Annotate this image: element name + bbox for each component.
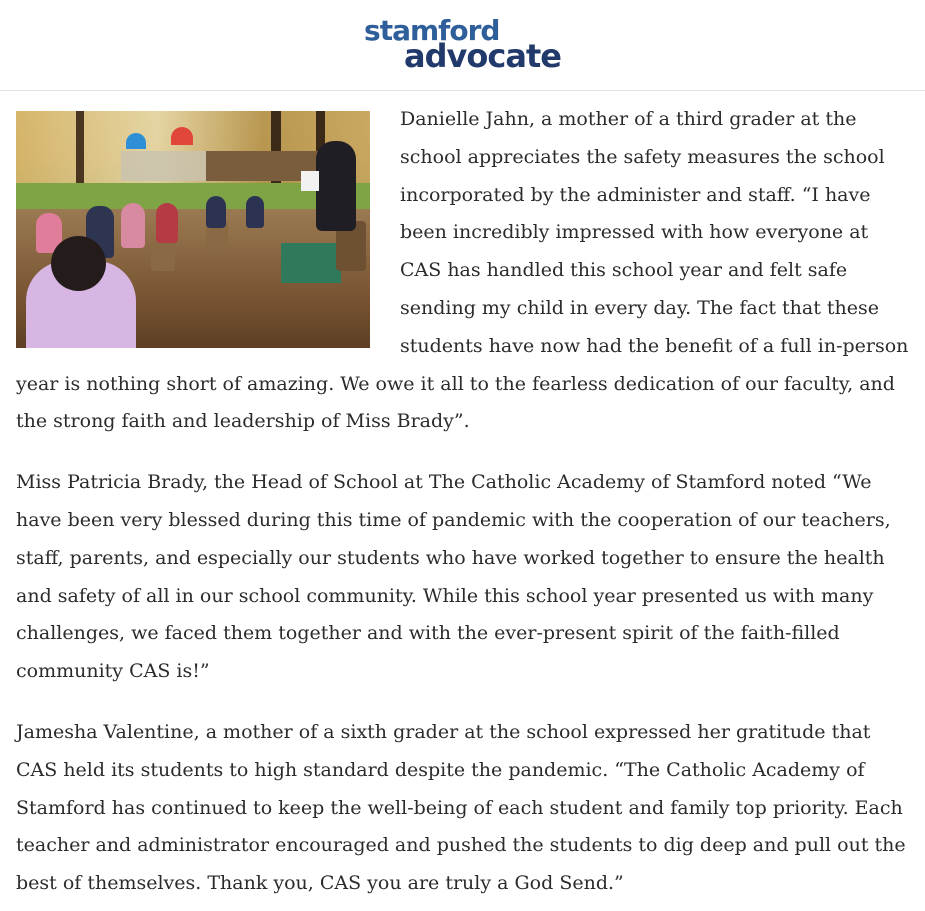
logo-line-advocate: advocate: [404, 36, 561, 75]
logo-line-stamford: stamford: [364, 14, 500, 47]
paragraph-valentine: Jamesha Valentine, a mother of a sixth grader at the school expressed her gratitude that CAS held its students to high standard despite the pandemic. “The Catholic Academy of Stamford has continued to keep the well-being of each student and family top priority. Each teacher and administrator encouraged and pushed the students to dig deep and pull out the best of themselves. Thank you, CAS you are truly a God Send.”: [16, 720, 906, 895]
stamford-advocate-logo[interactable]: [364, 14, 561, 75]
site-header: [0, 0, 925, 91]
paragraph-brady: Miss Patricia Brady, the Head of School at The Catholic Academy of Stamford noted “We have been very blessed during this time of pandemic with the cooperation of our teachers, staff, parents, and especially our students who have worked together to ensure the health and safety of all in our school community. While this school year presented us with many challenges, we faced them together and with the ever-present spirit of the faith-filled community CAS is!”: [16, 471, 891, 683]
article-body: [0, 101, 925, 903]
outdoor-classroom-photo[interactable]: [16, 111, 370, 348]
paragraph-jahn: Danielle Jahn, a mother of a third grader at the school appreciates the safety measures the school incorporated by the administer and staff. “I have been incredibly impressed with how everyone at CAS has handled this school year and felt safe sending my child in every day. The fact that these students have now had the benefit of a full in-person year is nothing short of amazing. We owe it all to the fearless dedication of our faculty, and the strong faith and leadership of Miss Brady”.: [16, 108, 909, 433]
